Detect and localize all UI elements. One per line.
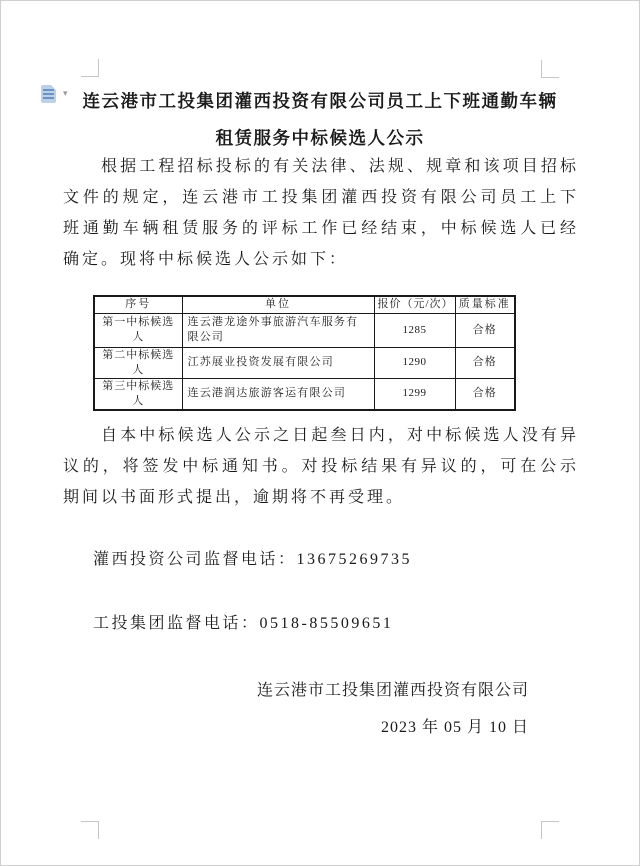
gongtou-supervision-phone: 工投集团监督电话：0518-85509651 — [93, 615, 394, 632]
title-line-2: 租赁服务中标候选人公示 — [215, 128, 425, 148]
cell-rank: 第二中标候选人 — [94, 347, 182, 378]
paragraph-line: 期间以书面形式提出，逾期将不再受理。 — [63, 489, 406, 506]
signature-date: 2023 年 05 月 10 日 — [380, 719, 529, 736]
objection-paragraph — [63, 420, 579, 513]
paragraph-line: 议的，将签发中标通知书。对投标结果有异议的，可在公示 — [63, 458, 579, 475]
crop-mark-bottom-right — [541, 821, 559, 839]
dropdown-arrow-icon: ▾ — [63, 88, 68, 99]
paragraph-line: 文件的规定，连云港市工投集团灌西投资有限公司员工上下 — [63, 189, 579, 206]
cell-rank: 第三中标候选人 — [94, 378, 182, 410]
paragraph-line: 确定。现将中标候选人公示如下： — [63, 251, 349, 268]
cell-rank: 第一中标候选人 — [94, 313, 182, 347]
table-header-row — [94, 296, 515, 313]
table-header-price: 报价（元/次） — [374, 296, 455, 313]
crop-mark-top-left — [81, 59, 99, 77]
table-row — [94, 313, 515, 347]
cell-price: 1285 — [374, 313, 455, 347]
table-header-seq: 序号 — [94, 296, 182, 313]
cell-quality: 合格 — [455, 378, 515, 410]
table-row — [94, 378, 515, 410]
guanxi-supervision-phone: 灌西投资公司监督电话：13675269735 — [93, 551, 413, 568]
document-title — [1, 83, 639, 157]
paragraph-line: 班通勤车辆租赁服务的评标工作已经结束，中标候选人已经 — [63, 220, 579, 237]
intro-paragraph — [63, 151, 579, 275]
crop-mark-top-right — [541, 60, 559, 78]
table-header-quality: 质量标准 — [455, 296, 515, 313]
cell-company: 江苏展业投资发展有限公司 — [182, 347, 374, 378]
paragraph-line: 自本中标候选人公示之日起叁日内，对中标候选人没有异 — [101, 427, 579, 444]
table-header-unit: 单位 — [182, 296, 374, 313]
signature-company: 连云港市工投集团灌西投资有限公司 — [256, 682, 529, 699]
bid-candidates-table — [93, 295, 516, 411]
cell-company: 连云港龙途外事旅游汽车服务有限公司 — [182, 313, 374, 347]
cell-company: 连云港润达旅游客运有限公司 — [182, 378, 374, 410]
crop-mark-bottom-left — [81, 821, 99, 839]
cell-price: 1290 — [374, 347, 455, 378]
table-row — [94, 347, 515, 378]
cell-quality: 合格 — [455, 347, 515, 378]
cell-price: 1299 — [374, 378, 455, 410]
paragraph-line: 根据工程招标投标的有关法律、法规、规章和该项目招标 — [101, 158, 579, 175]
cell-quality: 合格 — [455, 313, 515, 347]
title-line-1: 连云港市工投集团灌西投资有限公司员工上下班通勤车辆 — [82, 91, 558, 111]
